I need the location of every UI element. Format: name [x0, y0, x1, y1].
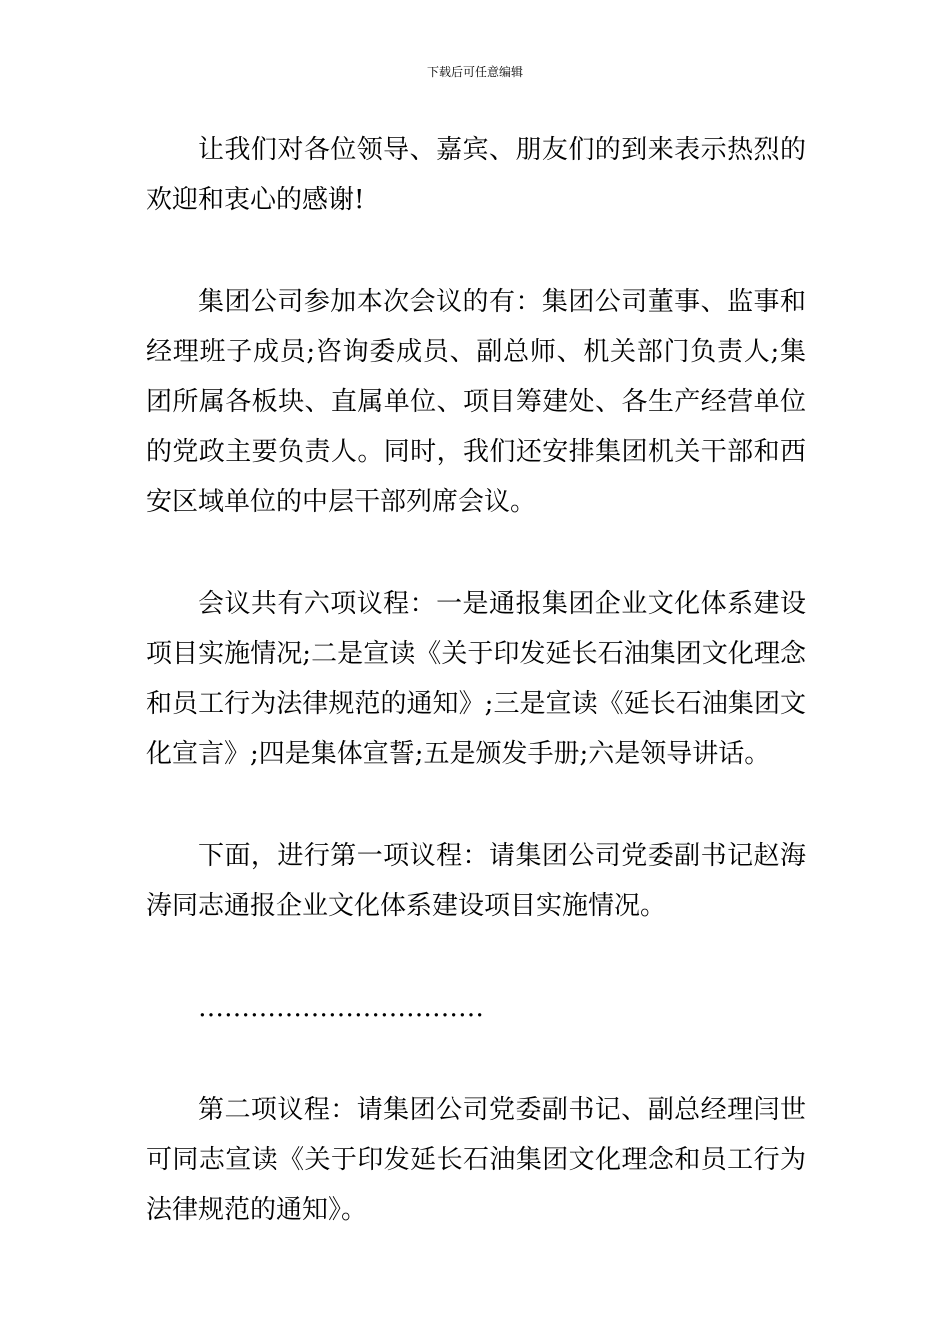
paragraph-second-item: 第二项议程：请集团公司党委副书记、副总经理闫世可同志宣读《关于印发延长石油集团文化理念和员工行为法律规范的通知》。: [146, 1095, 806, 1225]
document-body: [146, 125, 806, 1235]
paragraph-ellipsis: ……………………………: [198, 993, 484, 1023]
paragraph-attendees: 集团公司参加本次会议的有：集团公司董事、监事和经理班子成员;咨询委成员、副总师、机关部门负责人;集团所属各板块、直属单位、项目筹建处、各生产经营单位的党政主要负责人。同时，我们还安排集团机关干部和西安区域单位的中层干部列席会议。: [146, 287, 806, 517]
page-header-note: 下载后可任意编辑: [426, 65, 523, 79]
paragraph-agenda: 会议共有六项议程：一是通报集团企业文化体系建设项目实施情况;二是宣读《关于印发延长石油集团文化理念和员工行为法律规范的通知》;三是宣读《延长石油集团文化宣言》;四是集体宣誓;五是颁发手册;六是领导讲话。: [146, 589, 806, 769]
paragraph-first-item: 下面，进行第一项议程：请集团公司党委副书记赵海涛同志通报企业文化体系建设项目实施情况。: [146, 841, 806, 921]
paragraph-welcome: 让我们对各位领导、嘉宾、朋友们的到来表示热烈的欢迎和衷心的感谢!: [146, 135, 806, 215]
